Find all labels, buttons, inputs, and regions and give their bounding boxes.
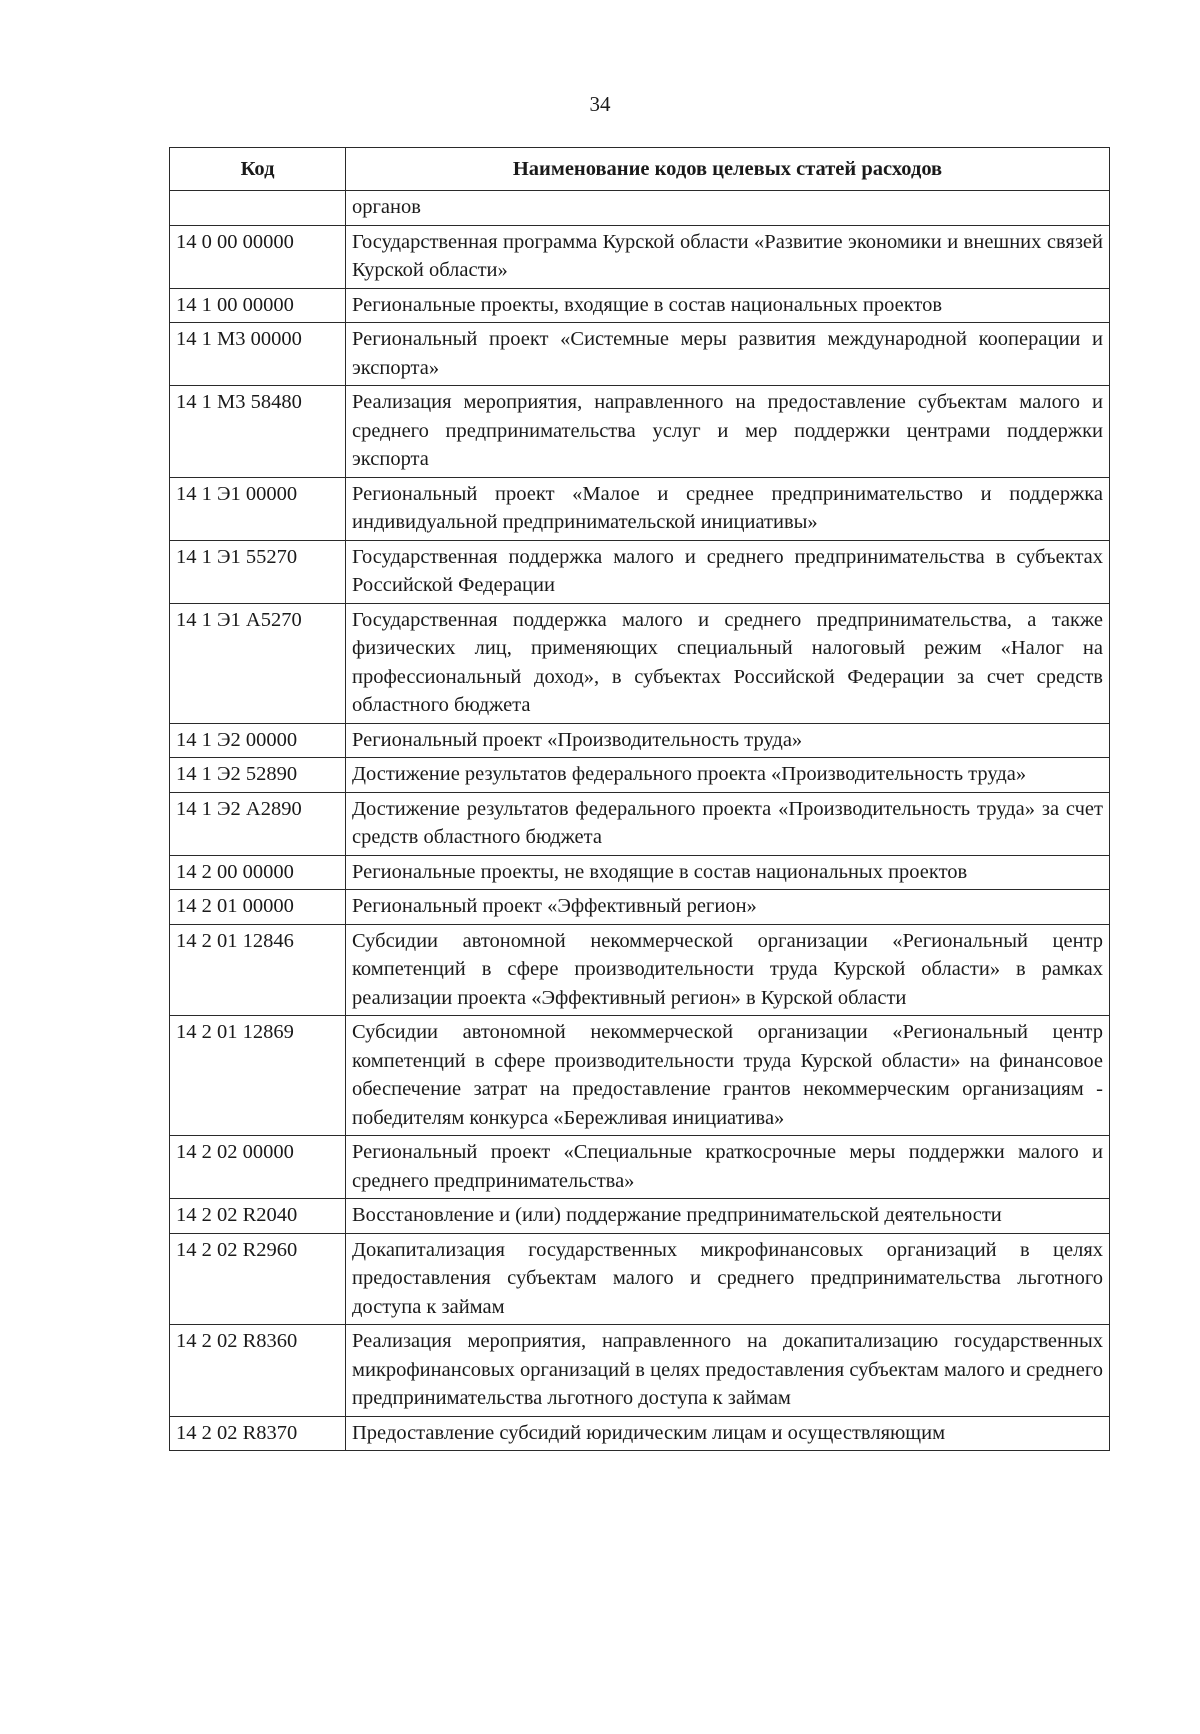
row-code: 14 2 02 R8370: [170, 1416, 346, 1451]
row-name: Региональный проект «Производительность труда»: [346, 723, 1110, 758]
row-code: 14 1 М3 58480: [170, 386, 346, 478]
row-code: 14 2 02 00000: [170, 1136, 346, 1199]
row-code: 14 1 М3 00000: [170, 323, 346, 386]
row-name: Восстановление и (или) поддержание предпринимательской деятельности: [346, 1199, 1110, 1234]
row-name: Государственная программа Курской области «Развитие экономики и внешних связей Курской области»: [346, 225, 1110, 288]
row-code: 14 2 01 00000: [170, 890, 346, 925]
row-code: 14 2 02 R2040: [170, 1199, 346, 1234]
row-name: органов: [346, 191, 1110, 226]
table-row: [170, 1016, 1110, 1136]
row-code: 14 0 00 00000: [170, 225, 346, 288]
target-expense-codes-table: [169, 147, 1110, 1451]
table-row: [170, 1199, 1110, 1234]
table-row: [170, 1416, 1110, 1451]
row-code: 14 1 Э1 А5270: [170, 603, 346, 723]
row-name: Региональный проект «Системные меры развития международной кооперации и экспорта»: [346, 323, 1110, 386]
row-code: 14 1 Э2 А2890: [170, 792, 346, 855]
table-header: [170, 148, 1110, 191]
row-code: 14 1 Э2 52890: [170, 758, 346, 793]
row-name: Субсидии автономной некоммерческой организации «Региональный центр компетенций в сфере производительности труда Курской области» в рамках реализации проекта «Эффективный регион» в Курской области: [346, 924, 1110, 1016]
row-code: 14 1 00 00000: [170, 288, 346, 323]
table-row: [170, 890, 1110, 925]
table-row: [170, 723, 1110, 758]
table-row: [170, 386, 1110, 478]
column-header-code: Код: [170, 148, 346, 191]
row-name: Предоставление субсидий юридическим лицам и осуществляющим: [346, 1416, 1110, 1451]
row-name: Реализация мероприятия, направленного на предоставление субъектам малого и среднего предпринимательства услуг и мер поддержки центрами поддержки экспорта: [346, 386, 1110, 478]
row-name: Государственная поддержка малого и среднего предпринимательства, а также физических лиц, применяющих специальный налоговый режим «Налог на профессиональный доход», в субъектах Российской Федерации за счет средств областного бюджета: [346, 603, 1110, 723]
row-code: 14 1 Э1 55270: [170, 540, 346, 603]
row-name: Региональный проект «Малое и среднее предпринимательство и поддержка индивидуальной предпринимательской инициативы»: [346, 477, 1110, 540]
row-name: Реализация мероприятия, направленного на докапитализацию государственных микрофинансовых организаций в целях предоставления субъектам малого и среднего предпринимательства льготного доступа к займам: [346, 1325, 1110, 1417]
row-name: Государственная поддержка малого и среднего предпринимательства в субъектах Российской Федерации: [346, 540, 1110, 603]
row-code: 14 2 01 12846: [170, 924, 346, 1016]
table-row: [170, 1233, 1110, 1325]
header-row: [170, 148, 1110, 191]
row-name: Достижение результатов федерального проекта «Производительность труда» за счет средств областного бюджета: [346, 792, 1110, 855]
table-row: [170, 758, 1110, 793]
row-name: Региональные проекты, входящие в состав национальных проектов: [346, 288, 1110, 323]
row-name: Докапитализация государственных микрофинансовых организаций в целях предоставления субъектам малого и среднего предпринимательства льготного доступа к займам: [346, 1233, 1110, 1325]
table-row: [170, 1136, 1110, 1199]
row-name: Региональный проект «Эффективный регион»: [346, 890, 1110, 925]
row-code: 14 2 02 R2960: [170, 1233, 346, 1325]
table-body: [170, 191, 1110, 1451]
row-code: 14 1 Э1 00000: [170, 477, 346, 540]
page-number: 34: [589, 92, 611, 116]
table-row: [170, 288, 1110, 323]
table-row: [170, 792, 1110, 855]
row-name: Региональные проекты, не входящие в состав национальных проектов: [346, 855, 1110, 890]
row-code: 14 2 01 12869: [170, 1016, 346, 1136]
row-code: 14 2 00 00000: [170, 855, 346, 890]
table-row: [170, 323, 1110, 386]
row-name: Региональный проект «Специальные краткосрочные меры поддержки малого и среднего предпринимательства»: [346, 1136, 1110, 1199]
row-code: [170, 191, 346, 226]
table-row: [170, 225, 1110, 288]
row-code: 14 2 02 R8360: [170, 1325, 346, 1417]
row-name: Достижение результатов федерального проекта «Производительность труда»: [346, 758, 1110, 793]
table-row: [170, 477, 1110, 540]
table-row: [170, 603, 1110, 723]
row-name: Субсидии автономной некоммерческой организации «Региональный центр компетенций в сфере производительности труда Курской области» на финансовое обеспечение затрат на предоставление грантов некоммерческим организациям - победителям конкурса «Бережливая инициатива»: [346, 1016, 1110, 1136]
row-code: 14 1 Э2 00000: [170, 723, 346, 758]
table-row: [170, 191, 1110, 226]
table-row: [170, 855, 1110, 890]
column-header-name: Наименование кодов целевых статей расходов: [346, 148, 1110, 191]
table-row: [170, 1325, 1110, 1417]
table-row: [170, 924, 1110, 1016]
table-row: [170, 540, 1110, 603]
